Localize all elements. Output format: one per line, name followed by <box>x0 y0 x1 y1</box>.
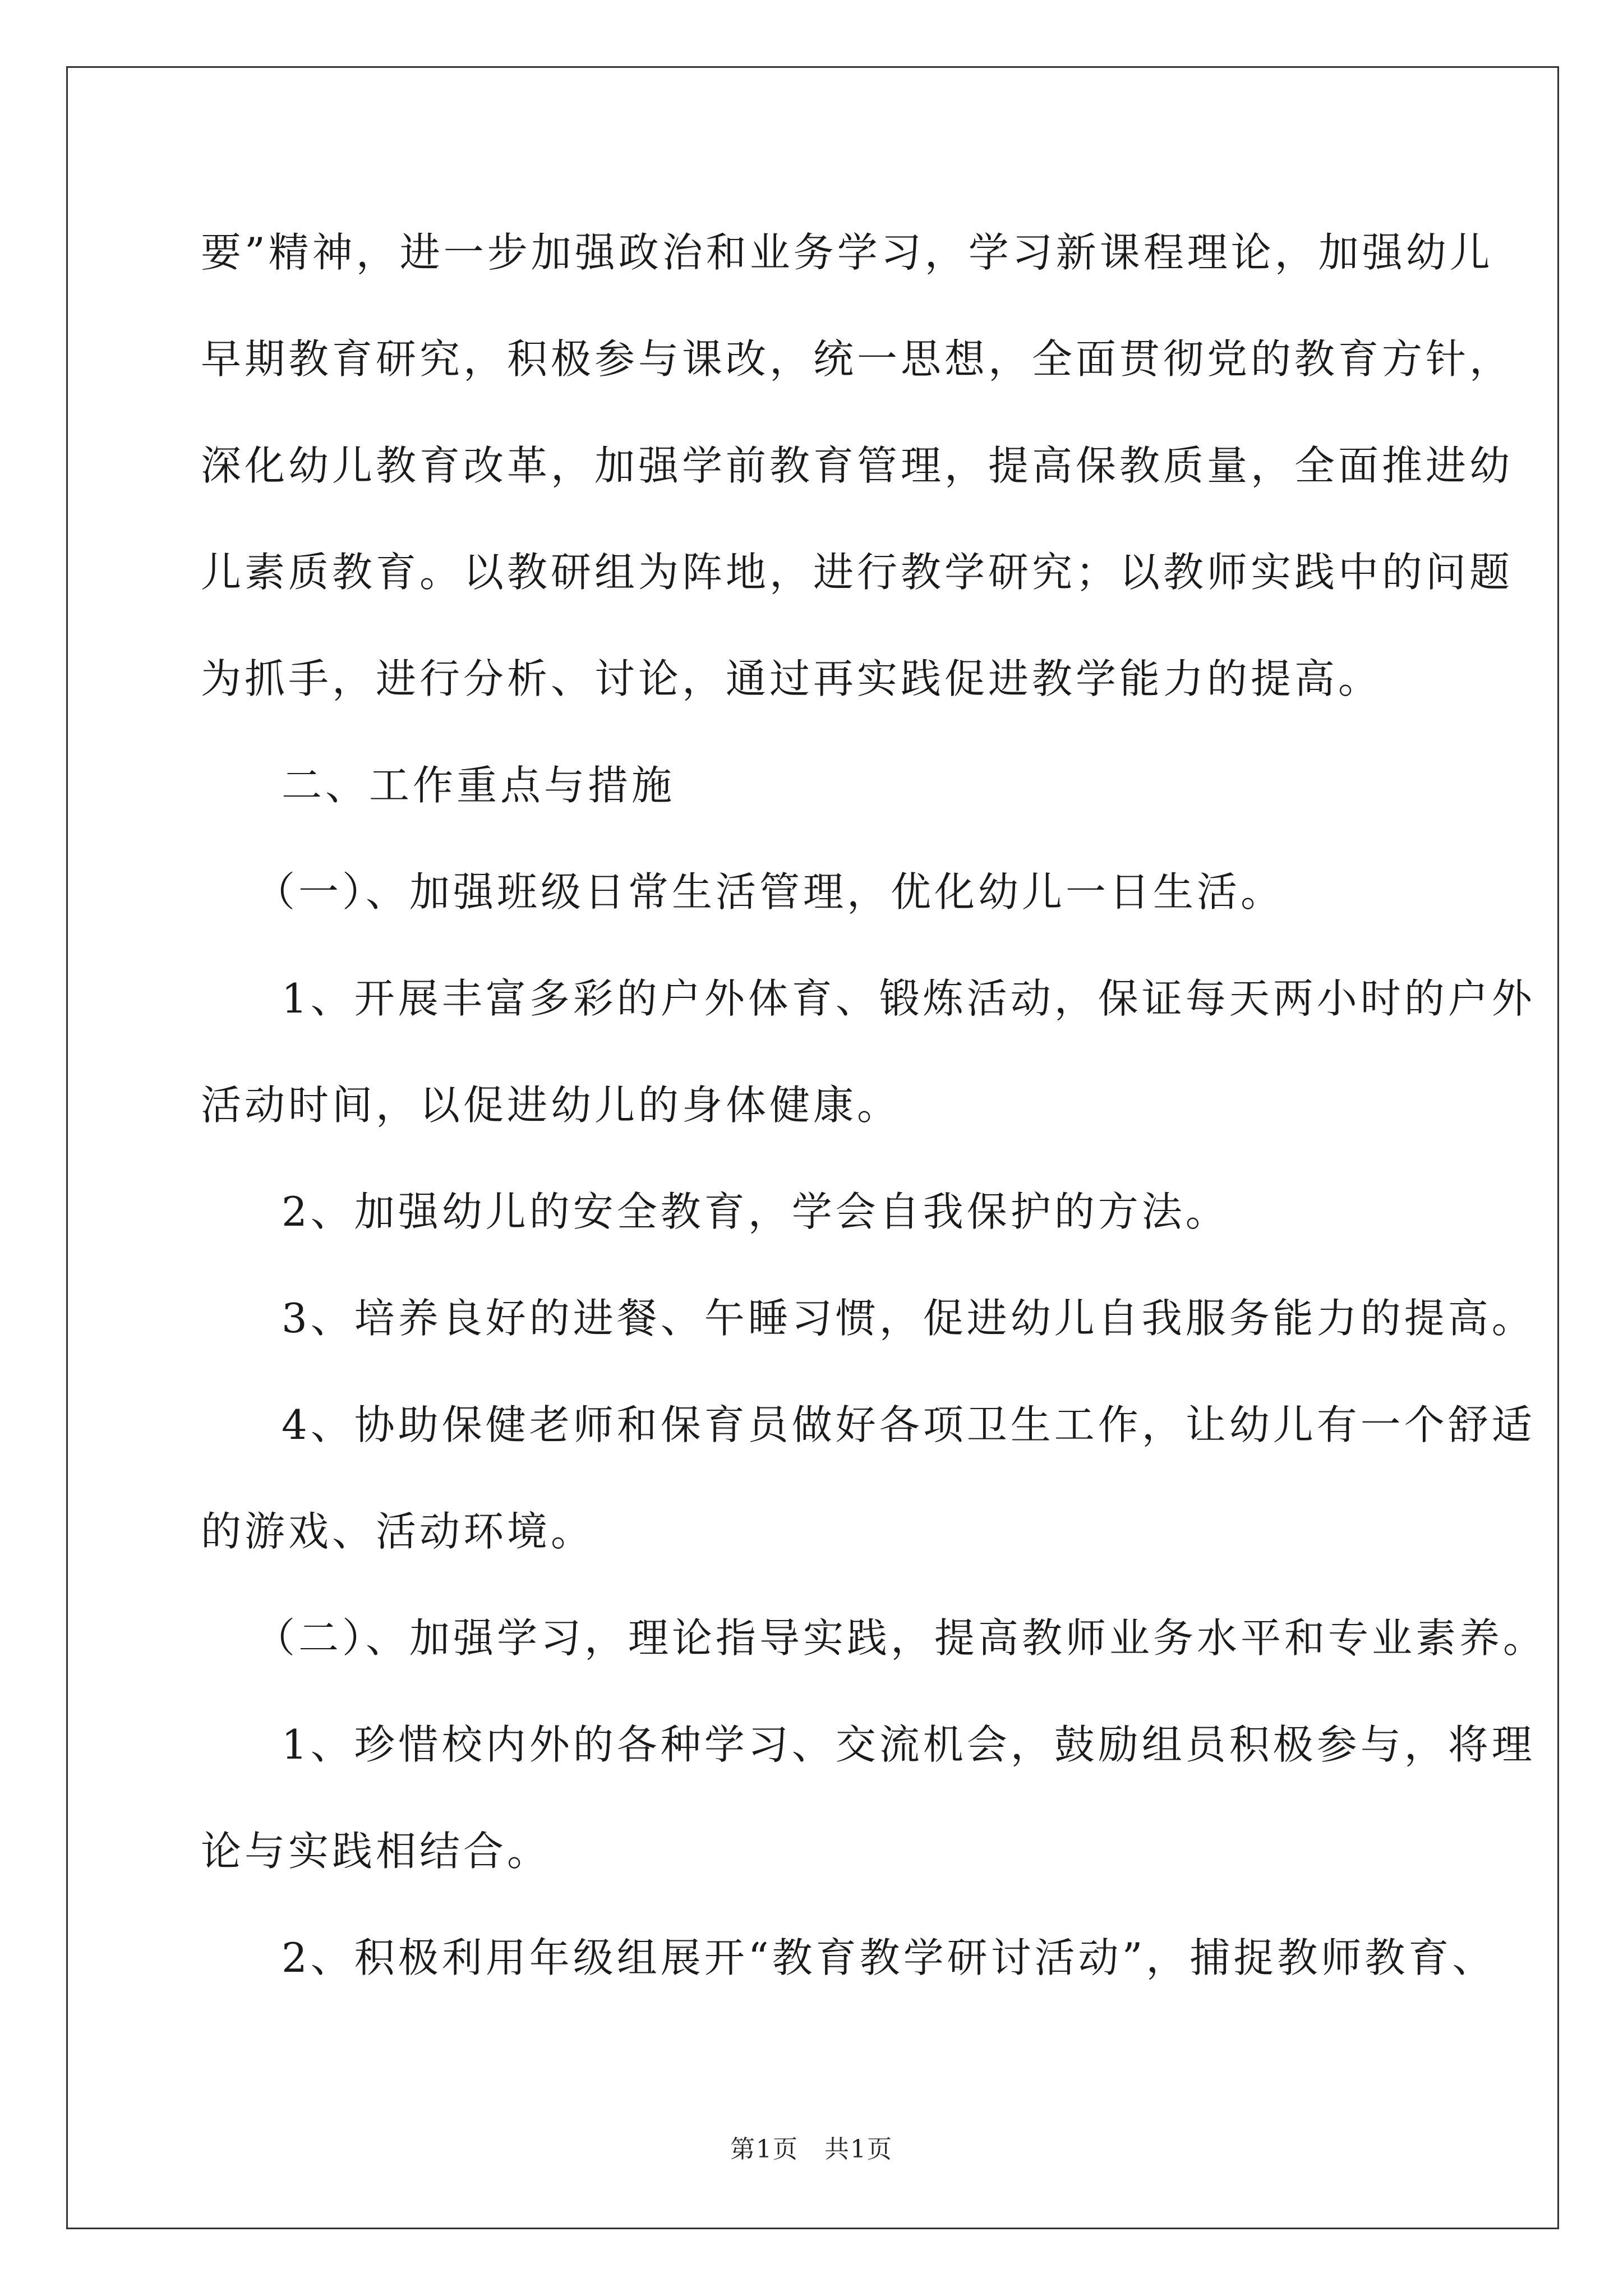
body-line: 论与实践相结合。 <box>201 1828 551 1875</box>
body-line: 为抓手，进行分析、讨论，通过再实践促进教学能力的提高。 <box>201 655 1382 702</box>
body-line: 的游戏、活动环境。 <box>201 1508 595 1555</box>
body-line: 深化幼儿教育改革，加强学前教育管理，提高保教质量，全面推进幼 <box>201 442 1514 489</box>
list-item: 2、加强幼儿的安全教育，学会自我保护的方法。 <box>282 1188 1229 1235</box>
list-item: 1、开展丰富多彩的户外体育、锻炼活动，保证每天两小时的户外 <box>282 975 1536 1022</box>
body-line: 儿素质教育。以教研组为阵地，进行教学研究；以教师实践中的问题 <box>201 549 1514 596</box>
section-heading: 二、工作重点与措施 <box>282 762 676 809</box>
subsection-heading: （一）、加强班级日常生活管理，优化幼儿一日生活。 <box>255 868 1285 915</box>
list-item: 3、培养良好的进餐、午睡习惯，促进幼儿自我服务能力的提高。 <box>282 1295 1536 1342</box>
list-item: 4、协助保健老师和保育员做好各项卫生工作，让幼儿有一个舒适 <box>282 1401 1536 1448</box>
body-line: 早期教育研究，积极参与课改，统一思想，全面贯彻党的教育方针， <box>201 335 1514 383</box>
body-line: 要”精神，进一步加强政治和业务学习，学习新课程理论，加强幼儿 <box>201 229 1493 276</box>
subsection-heading: （二）、加强学习，理论指导实践，提高教师业务水平和专业素养。 <box>255 1614 1547 1662</box>
list-item: 2、积极利用年级组展开“教育教学研讨活动”，捕捉教师教育、 <box>282 1934 1496 1981</box>
page-number: 第1页 共1页 <box>730 2135 893 2164</box>
body-line: 活动时间，以促进幼儿的身体健康。 <box>201 1082 901 1129</box>
list-item: 1、珍惜校内外的各种学习、交流机会，鼓励组员积极参与，将理 <box>282 1721 1536 1768</box>
